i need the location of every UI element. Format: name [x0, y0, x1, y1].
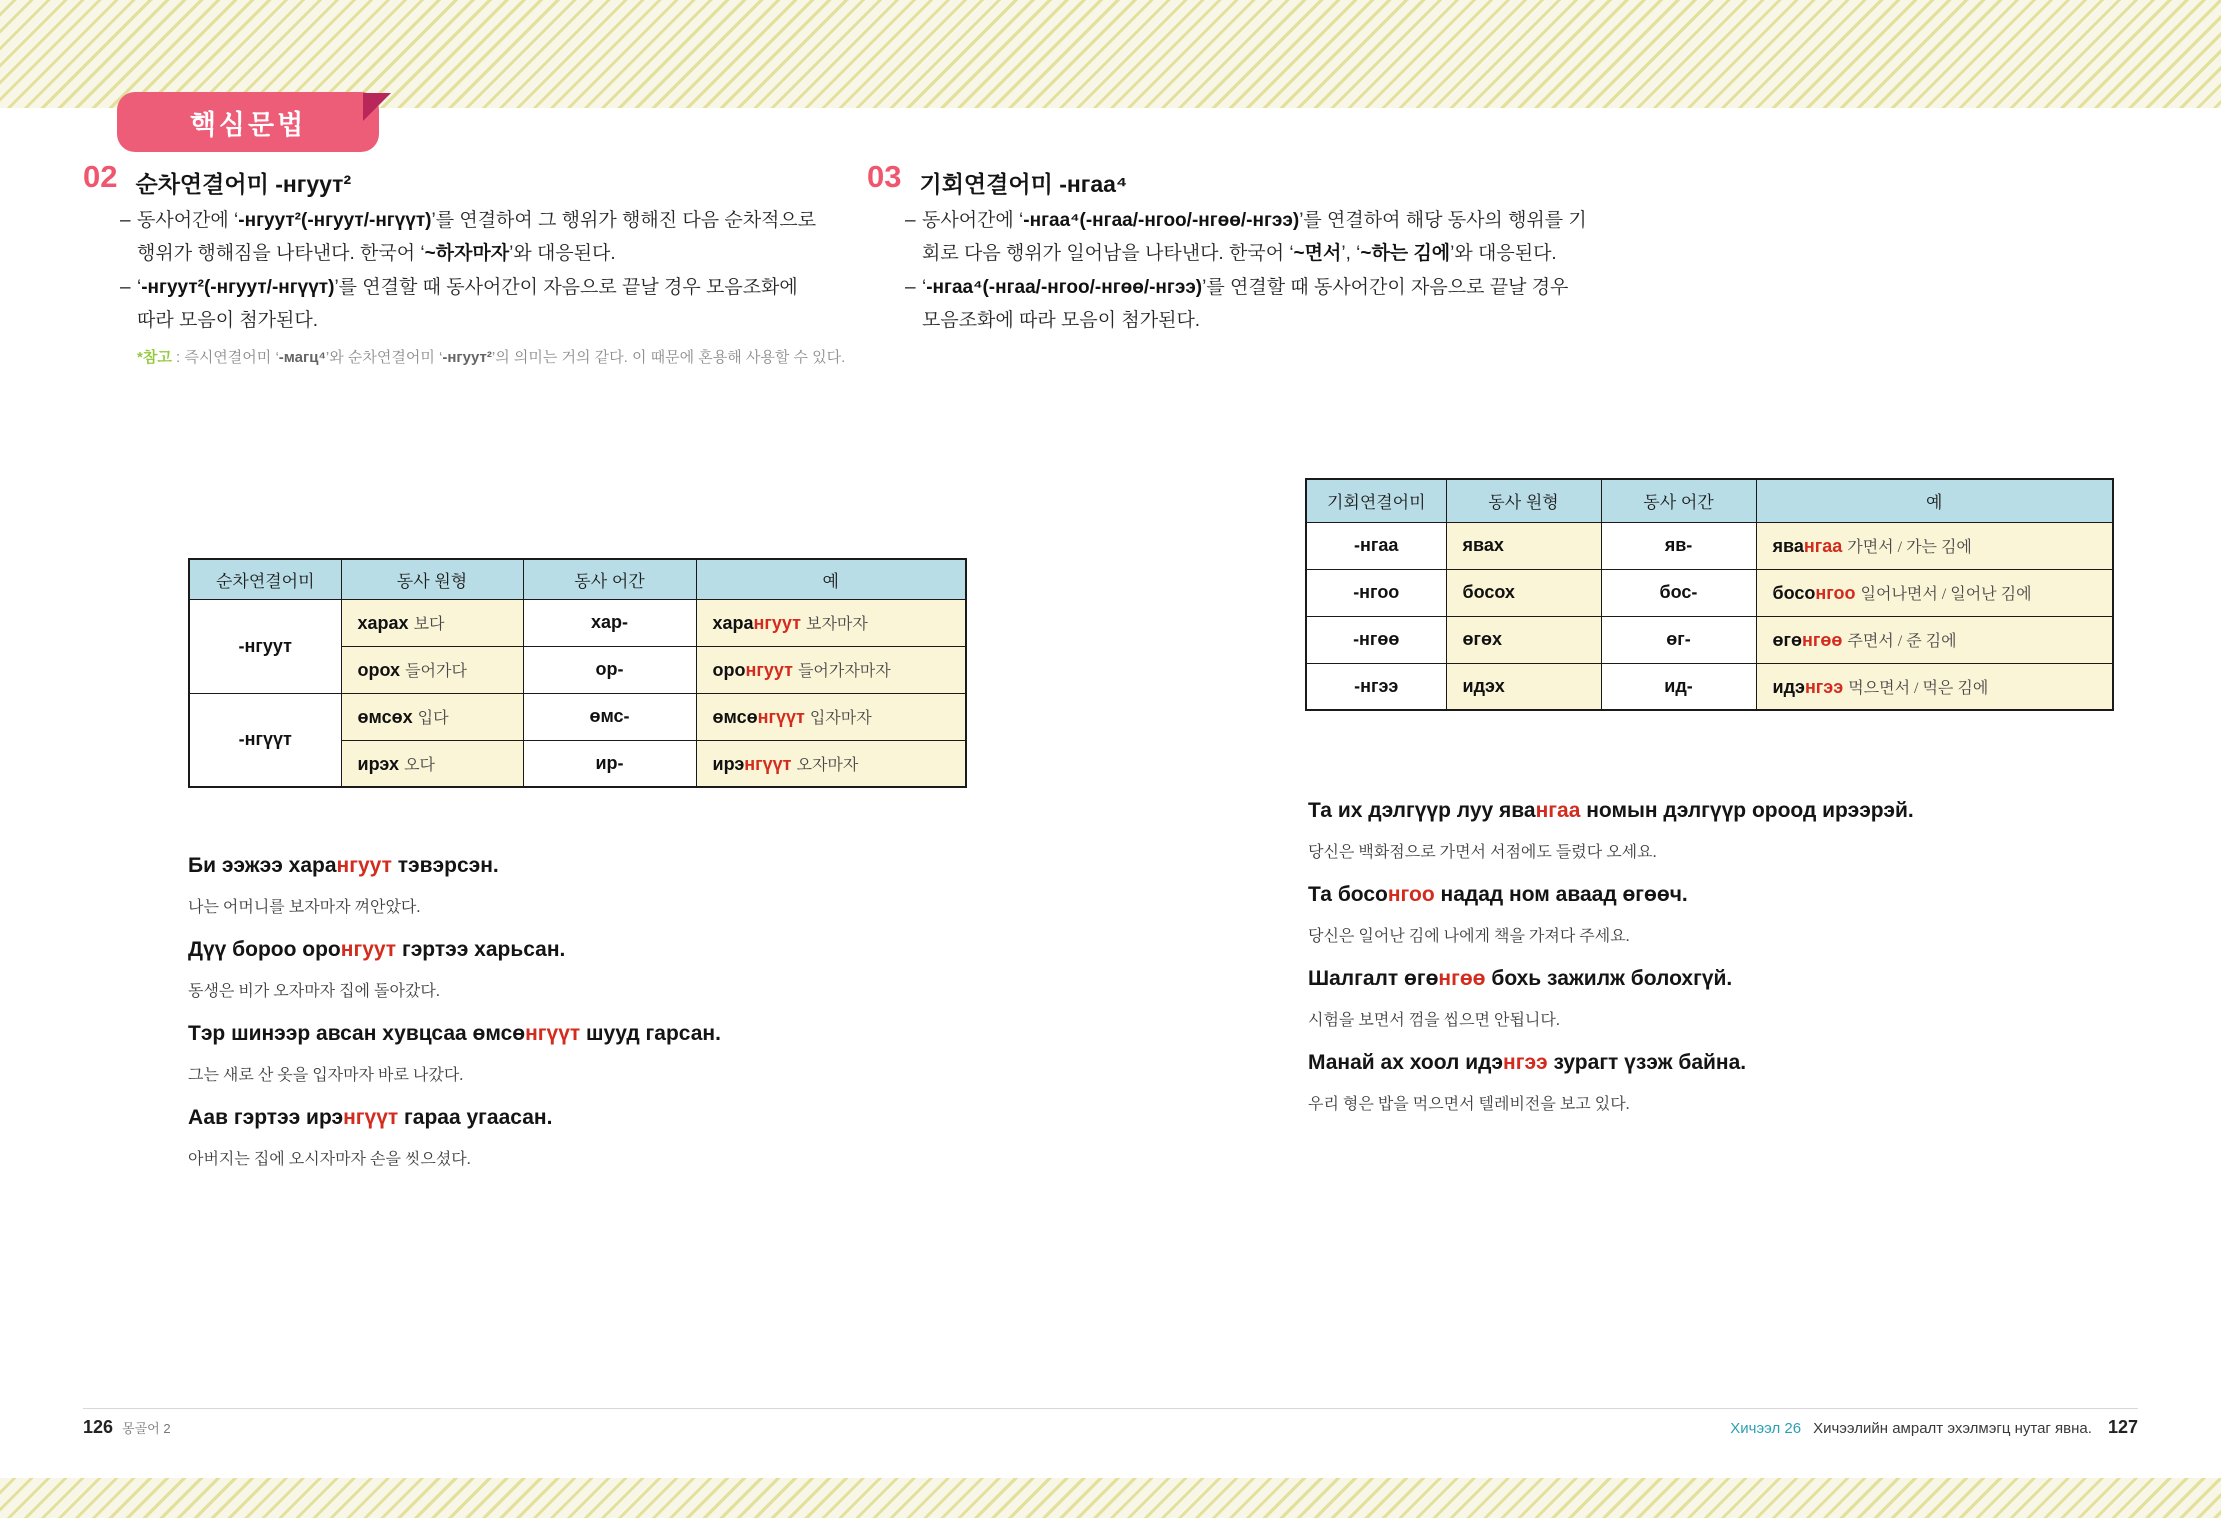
page-number-left: 126 [83, 1417, 114, 1437]
ending-cell: -нгээ [1306, 663, 1446, 710]
korean-translation: 나는 어머니를 보자마자 껴안았다. [188, 899, 421, 916]
section-02-number: 02 [83, 159, 118, 194]
table-row [189, 693, 966, 740]
example-pair [188, 845, 721, 929]
example-pair [1308, 790, 1914, 874]
mongolian-sentence: Манай ах хоол идэнгээ зурагт үзэж байна. [1308, 1051, 1747, 1074]
example-cell: өгөнгөө 주면서 / 준 김에 [1756, 616, 2113, 663]
mongolian-sentence: Аав гэртээ ирэнгүүт гараа угаасан. [188, 1106, 553, 1129]
section-02-examples [188, 845, 721, 1181]
section-03-number: 03 [867, 159, 902, 194]
mongolian-sentence: Шалгалт өгөнгөө бохь зажилж болохгүй. [1308, 967, 1733, 990]
mongolian-sentence: Та босонгоо надад ном аваад өгөөч. [1308, 883, 1688, 906]
footer-right [1730, 1417, 2138, 1438]
section-03-header [867, 161, 1127, 199]
example-cell: харангуут 보자마자 [696, 599, 966, 646]
section-02-point-1 [120, 204, 820, 270]
example-cell: ирэнгүүт 오자마자 [696, 740, 966, 787]
bottom-stripe-band [0, 1478, 2221, 1518]
korean-translation: 당신은 일어난 김에 나에게 책을 가져다 주세요. [1308, 928, 1630, 945]
point-text: 동사어간에 ‘-нгаа⁴(-нгаа/-нгоо/-нгөө/-нгээ)’를 연결하여 해당 동사의 행위를 기 회로 다음 행위가 일어남을 나타낸다. 한국어 ‘~면서’, ‘~하는 김에’와 대응된다. [922, 210, 1587, 264]
korean-translation: 동생은 비가 오자마자 집에 돌아갔다. [188, 983, 440, 1000]
verb-base-cell: ирэх 오다 [341, 740, 523, 787]
bullet-dash: – [120, 210, 131, 231]
mongolian-sentence: Дүү бороо оронгуут гэртээ харьсан. [188, 938, 566, 961]
verb-stem-cell: хар- [523, 599, 696, 646]
section-02-title: 순차연결어미 -нгуут² [135, 171, 352, 197]
table-row [189, 599, 966, 646]
section-03-point-1 [905, 204, 2165, 270]
table-row [1306, 569, 2113, 616]
verb-base-cell: харах 보다 [341, 599, 523, 646]
table-header-row [189, 559, 966, 599]
footer-left [83, 1417, 171, 1438]
verb-stem-cell: өг- [1601, 616, 1756, 663]
korean-translation: 우리 형은 밥을 먹으면서 텔레비전을 보고 있다. [1308, 1096, 1630, 1113]
verb-base-cell: идэх [1446, 663, 1601, 710]
verb-base-cell: өмсөх 입다 [341, 693, 523, 740]
korean-translation: 그는 새로 산 옷을 입자마자 바로 나갔다. [188, 1067, 464, 1084]
point-text: ‘-нгаа⁴(-нгаа/-нгоо/-нгөө/-нгээ)’를 연결할 때 동사어간이 자음으로 끝날 경우 모음조화에 따라 모음이 첨가된다. [922, 277, 1569, 331]
bullet-dash: – [905, 210, 916, 231]
example-cell: оронгуут 들어가자마자 [696, 646, 966, 693]
table-header-row [1306, 479, 2113, 522]
section-03-title: 기회연결어미 -нгаа⁴ [919, 171, 1128, 197]
mongolian-sentence: Тэр шинээр авсан хувцсаа өмсөнгүүт шууд гарсан. [188, 1022, 721, 1045]
verb-stem-cell: ор- [523, 646, 696, 693]
example-pair [188, 1013, 721, 1097]
verb-base-cell: өгөх [1446, 616, 1601, 663]
footer-divider [83, 1408, 2138, 1409]
example-cell: явангаа 가면서 / 가는 김에 [1756, 522, 2113, 569]
verb-stem-cell: өмс- [523, 693, 696, 740]
column-header: 동사 원형 [1446, 479, 1601, 522]
column-header: 동사 원형 [341, 559, 523, 599]
example-pair [1308, 1042, 1914, 1126]
section-03-examples [1308, 790, 1914, 1126]
bullet-dash: – [120, 277, 131, 298]
ending-cell: -нгөө [1306, 616, 1446, 663]
korean-translation: 시험을 보면서 껌을 씹으면 안됩니다. [1308, 1012, 1560, 1029]
example-pair [1308, 874, 1914, 958]
section-02-point-2 [120, 271, 820, 337]
verb-base-cell: явах [1446, 522, 1601, 569]
example-pair [1308, 958, 1914, 1042]
verb-stem-cell: яв- [1601, 522, 1756, 569]
example-cell: өмсөнгүүт 입자마자 [696, 693, 966, 740]
sequential-ending-table [188, 558, 967, 788]
bullet-dash: – [905, 277, 916, 298]
korean-translation: 당신은 백화점으로 가면서 서점에도 들렸다 오세요. [1308, 844, 1657, 861]
reference-note: *참고 : 즉시연결어미 ‘-магц⁴’와 순차연결어미 ‘-нгуут²’의 의미는 거의 같다. 이 때문에 혼용해 사용할 수 있다. [137, 349, 846, 366]
section-03-point-2 [905, 271, 2165, 337]
column-header: 기회연결어미 [1306, 479, 1446, 522]
column-header: 동사 어간 [1601, 479, 1756, 522]
example-cell: босонгоо 일어나면서 / 일어난 김에 [1756, 569, 2113, 616]
section-02-header [83, 161, 351, 199]
column-header: 예 [696, 559, 966, 599]
ending-cell: -нгоо [1306, 569, 1446, 616]
column-header: 예 [1756, 479, 2113, 522]
ending-cell: -нгуут [189, 599, 341, 693]
example-cell: идэнгээ 먹으면서 / 먹은 김에 [1756, 663, 2113, 710]
mongolian-sentence: Би ээжээ харангуут тэвэрсэн. [188, 854, 499, 877]
verb-base-cell: орох 들어가다 [341, 646, 523, 693]
table-row [1306, 616, 2113, 663]
column-header: 순차연결어미 [189, 559, 341, 599]
lesson-label: Хичээл 26 [1730, 1420, 1802, 1437]
verb-stem-cell: ир- [523, 740, 696, 787]
column-header: 동사 어간 [523, 559, 696, 599]
core-grammar-badge [117, 92, 379, 152]
verb-stem-cell: ид- [1601, 663, 1756, 710]
point-text: 동사어간에 ‘-нгуут²(-нгуут/-нгүүт)’를 연결하여 그 행위가 행해진 다음 순차적으로 행위가 행해짐을 나타낸다. 한국어 ‘~하자마자’와 대응된다. [137, 210, 817, 264]
table-row [1306, 522, 2113, 569]
table-row [1306, 663, 2113, 710]
ending-cell: -нгүүт [189, 693, 341, 787]
example-pair [188, 929, 721, 1013]
lesson-title: Хичээлийн амралт эхэлмэгц нутаг явна. [1813, 1420, 2092, 1437]
korean-translation: 아버지는 집에 오시자마자 손을 씻으셨다. [188, 1151, 471, 1168]
verb-stem-cell: бос- [1601, 569, 1756, 616]
note-label: *참고 [137, 349, 172, 366]
mongolian-sentence: Та их дэлгүүр луу явангаа номын дэлгүүр ороод ирээрэй. [1308, 799, 1914, 822]
verb-base-cell: босох [1446, 569, 1601, 616]
ending-cell: -нгаа [1306, 522, 1446, 569]
book-title: 몽골어 2 [122, 1421, 171, 1436]
opportunity-ending-table [1305, 478, 2114, 711]
page-number-right: 127 [2107, 1417, 2138, 1437]
point-text: ‘-нгуут²(-нгуут/-нгүүт)’를 연결할 때 동사어간이 자음으로 끝날 경우 모음조화에 따라 모음이 첨가된다. [137, 277, 798, 331]
badge-label: 핵심문법 [189, 109, 307, 140]
example-pair [188, 1097, 721, 1181]
